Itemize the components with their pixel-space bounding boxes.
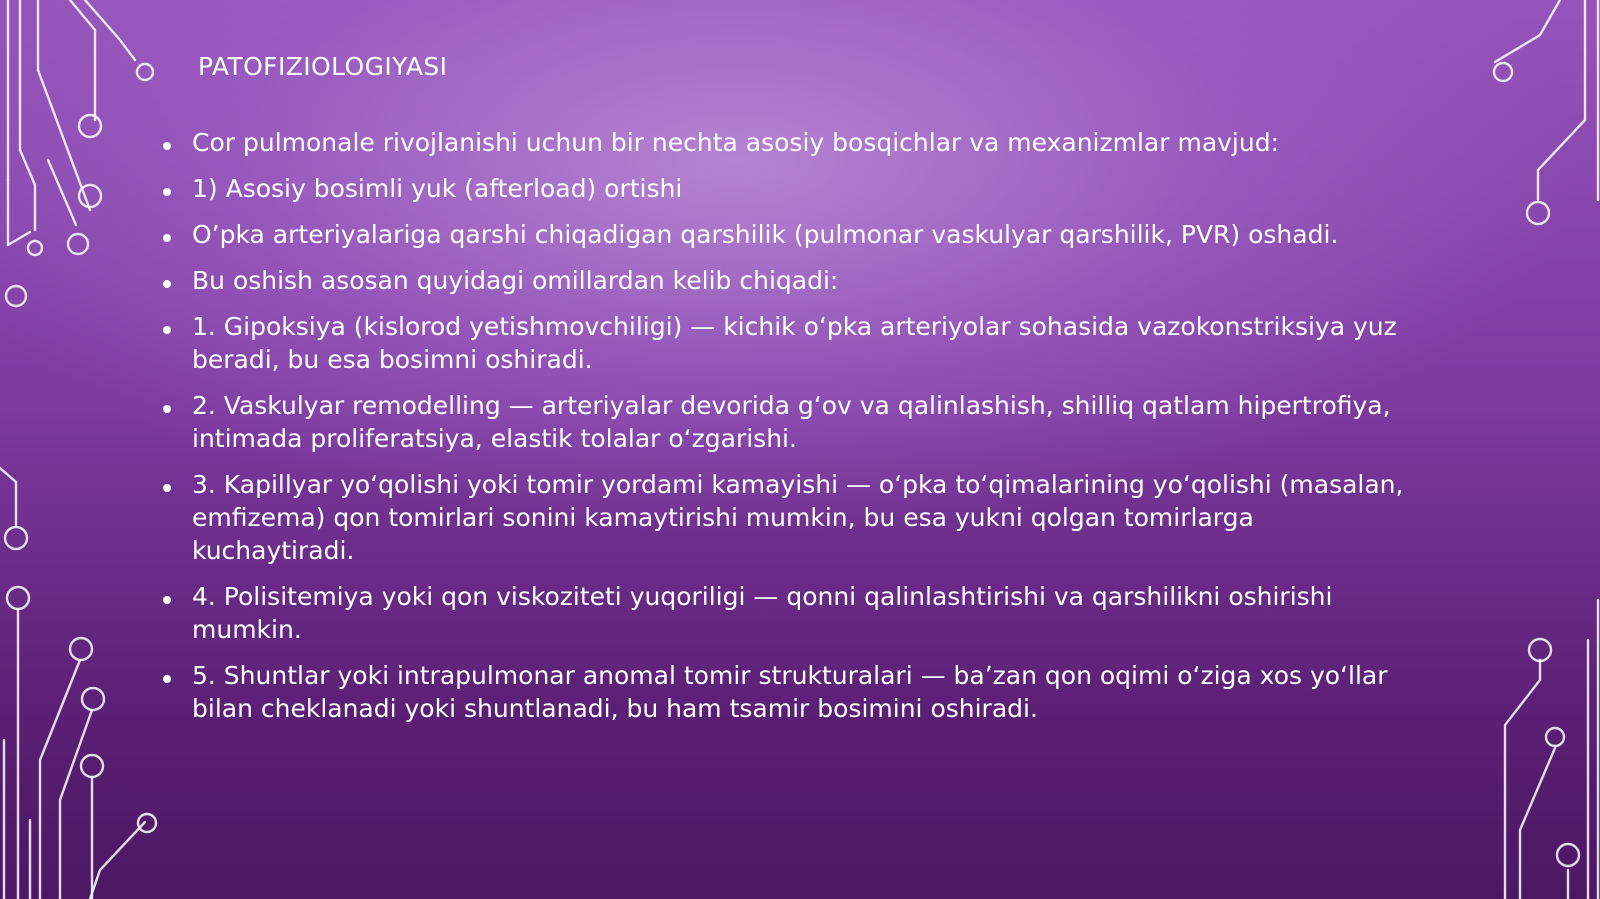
list-item bbox=[160, 264, 1420, 297]
bullet-dot-icon bbox=[163, 326, 171, 334]
list-item-text: 1) Asosiy bosimli yuk (afterload) ortishi bbox=[192, 174, 683, 203]
list-item bbox=[160, 310, 1420, 376]
list-item bbox=[160, 172, 1420, 205]
bullet-dot-icon bbox=[163, 142, 171, 150]
list-item-text: 5. Shuntlar yoki intrapulmonar anomal tomir strukturalari — baʼzan qon oqimi oʻziga xos yoʻllar bilan cheklanadi yoki shuntlanadi, bu ham tsamir bosimini oshiradi. bbox=[192, 661, 1388, 723]
list-item bbox=[160, 218, 1420, 251]
list-item-text: 3. Kapillyar yoʻqolishi yoki tomir yordami kamayishi — oʻpka toʻqimalarining yoʻqolishi (masalan, emfizema) qon tomirlari sonini kamaytirishi mumkin, bu esa yukni qolgan tomirlarga kuchaytiradi. bbox=[192, 470, 1404, 565]
list-item bbox=[160, 389, 1420, 455]
bullet-dot-icon bbox=[163, 484, 171, 492]
bullet-dot-icon bbox=[163, 675, 171, 683]
slide-title: PATOFIZIOLOGIYASI bbox=[198, 52, 448, 81]
bullet-list bbox=[160, 126, 1420, 738]
list-item-text: 2. Vaskulyar remodelling — arteriyalar devorida gʻov va qalinlashish, shilliq qatlam hipertrofiya, intimada proliferatsiya, elastik tolalar oʻzgarishi. bbox=[192, 391, 1391, 453]
list-item-text: Cor pulmonale rivojlanishi uchun bir nechta asosiy bosqichlar va mexanizmlar mavjud: bbox=[192, 128, 1280, 157]
list-item bbox=[160, 126, 1420, 159]
list-item-text: O’pka arteriyalariga qarshi chiqadigan qarshilik (pulmonar vaskulyar qarshilik, PVR) oshadi. bbox=[192, 220, 1339, 249]
bullet-dot-icon bbox=[163, 234, 171, 242]
list-item bbox=[160, 580, 1420, 646]
list-item-text: Bu oshish asosan quyidagi omillardan kelib chiqadi: bbox=[192, 266, 839, 295]
bullet-dot-icon bbox=[163, 596, 171, 604]
list-item-text: 4. Polisitemiya yoki qon viskoziteti yuqoriligi — qonni qalinlashtirishi va qarshilikni oshirishi mumkin. bbox=[192, 582, 1333, 644]
list-item bbox=[160, 659, 1420, 725]
list-item-text: 1. Gipoksiya (kislorod yetishmovchiligi) — kichik oʻpka arteriyolar sohasida vazokonstriksiya yuz beradi, bu esa bosimni oshiradi. bbox=[192, 312, 1397, 374]
list-item bbox=[160, 468, 1420, 567]
bullet-dot-icon bbox=[163, 188, 171, 196]
bullet-dot-icon bbox=[163, 405, 171, 413]
bullet-dot-icon bbox=[163, 280, 171, 288]
